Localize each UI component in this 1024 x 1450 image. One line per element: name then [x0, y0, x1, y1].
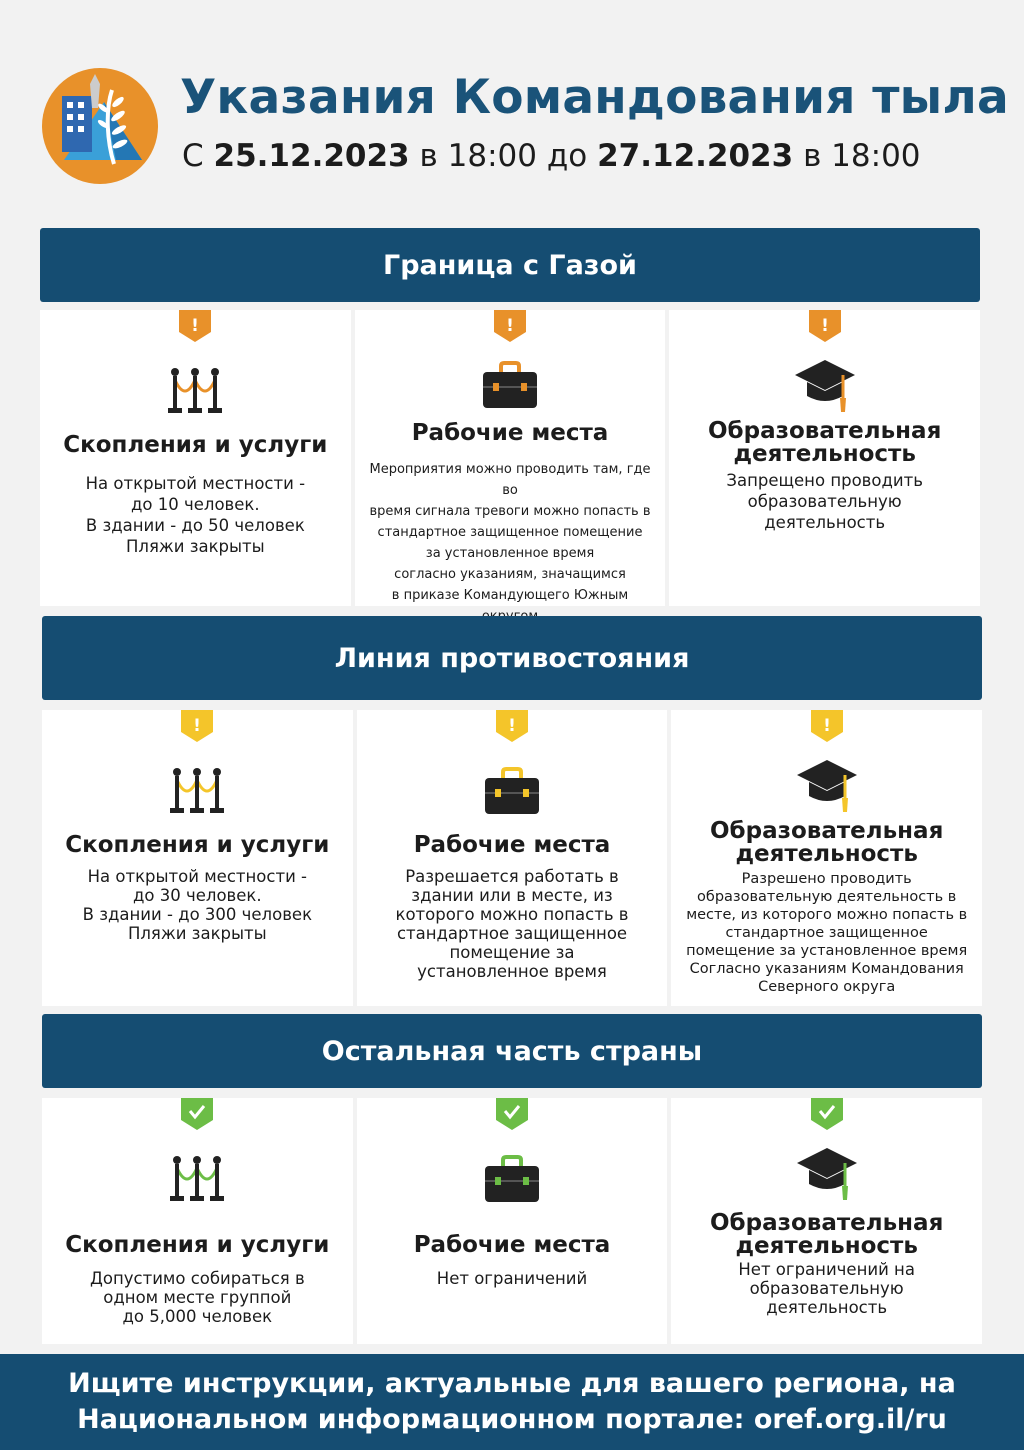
check-badge-icon: [181, 1098, 213, 1130]
card-education: [671, 710, 982, 1006]
check-badge-icon: [496, 1098, 528, 1130]
card-gatherings: [42, 1098, 353, 1344]
svg-text:!: !: [508, 716, 516, 736]
warning-badge-icon: [494, 310, 526, 342]
svg-text:!: !: [193, 716, 202, 736]
card-gatherings: [40, 310, 351, 606]
card-text: Запрещено проводить образовательную деятельность: [726, 471, 923, 532]
end-date: 27.12.2023: [597, 138, 794, 174]
briefcase-icon: [483, 766, 541, 816]
card-education: [671, 1098, 982, 1344]
card-title: Рабочие места: [411, 420, 609, 446]
card-education: [669, 310, 980, 606]
section-rest-of-country: [42, 1014, 982, 1344]
card-title: Образовательная деятельность: [710, 1210, 944, 1259]
card-workplaces: [357, 710, 668, 1006]
card-text: Разрешено проводить образовательную деятельность в месте, из которого можно попасть в стандартное защищенное помещение за установленное время Согласно указаниям Командования Северного округа: [686, 871, 968, 995]
start-date: 25.12.2023: [213, 138, 410, 174]
card-text: Нет ограничений на образовательную деятельность: [738, 1260, 915, 1317]
section-title: Линия противостояния: [42, 616, 982, 700]
subtitle-prefix: С: [182, 138, 204, 174]
svg-text:!: !: [191, 316, 200, 336]
warning-badge-icon: [179, 310, 211, 342]
start-time: в 18:00 до: [419, 138, 588, 174]
graduation-cap-icon: [795, 758, 859, 816]
card-title: Образовательная деятельность: [708, 418, 942, 467]
warning-badge-icon: [496, 710, 528, 742]
card-text: Допустимо собираться в одном месте группой до 5,000 человек: [89, 1269, 305, 1326]
section-confrontation-line: [42, 616, 982, 1006]
card-title: Рабочие места: [413, 832, 611, 858]
card-text: На открытой местности - до 30 человек. В здании - до 300 человек Пляжи закрыты: [82, 867, 313, 943]
warning-badge-icon: [181, 710, 213, 742]
home-front-command-logo: [42, 68, 158, 184]
section-gaza-border: [40, 228, 980, 606]
stanchions-icon: [169, 1154, 225, 1204]
stanchions-icon: [169, 766, 225, 816]
stanchions-icon: [167, 366, 223, 416]
card-gatherings: [42, 710, 353, 1006]
footer-portal-link[interactable]: Национальном информационном портале: oref.org.il/ru: [77, 1404, 947, 1435]
svg-text:!: !: [506, 316, 514, 336]
warning-badge-icon: [809, 310, 841, 342]
end-time: в 18:00: [803, 138, 921, 174]
svg-text:!: !: [822, 716, 831, 736]
graduation-cap-icon: [795, 1146, 859, 1204]
header: [0, 0, 1024, 200]
warning-badge-icon: [811, 710, 843, 742]
card-text: На открытой местности - до 10 человек. В здании - до 50 человек Пляжи закрыты: [85, 474, 306, 556]
section-title: Граница с Газой: [40, 228, 980, 302]
card-workplaces: [355, 310, 666, 606]
card-title: Скопления и услуги: [65, 1232, 330, 1258]
page-title: Указания Командования тыла: [180, 70, 1009, 125]
card-text: Мероприятия можно проводить там, где во время сигнала тревоги можно попасть в стандартное защищенное помещение за установленное время согласно указаниям, значащимся в приказе Командующего Южным: [369, 462, 651, 603]
card-title: Образовательная деятельность: [710, 818, 944, 867]
card-workplaces: [357, 1098, 668, 1344]
briefcase-icon: [481, 360, 539, 410]
briefcase-icon: [483, 1154, 541, 1204]
date-range: [182, 138, 921, 174]
card-title: Скопления и услуги: [63, 432, 328, 458]
card-text: Разрешается работать в здании или в месте, из которого можно попасть в стандартное защищенное помещение за установленное время: [395, 867, 629, 981]
section-title: Остальная часть страны: [42, 1014, 982, 1088]
footer: [0, 1354, 1024, 1450]
card-title: Скопления и услуги: [65, 832, 330, 858]
svg-text:!: !: [820, 316, 829, 336]
card-title: Рабочие места: [413, 1232, 611, 1258]
footer-line-1: Ищите инструкции, актуальные для вашего региона, на: [68, 1368, 956, 1399]
card-text: Нет ограничений: [436, 1269, 588, 1288]
graduation-cap-icon: [793, 358, 857, 416]
check-badge-icon: [811, 1098, 843, 1130]
